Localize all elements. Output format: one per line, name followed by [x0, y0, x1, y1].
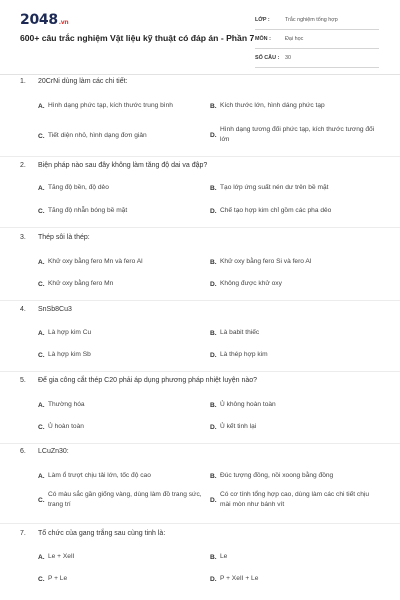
meta-value: Đại học [285, 36, 304, 42]
answer-option-b[interactable] [210, 257, 380, 267]
option-letter: B. [210, 472, 217, 480]
question-stem: Biện pháp nào sau đây không làm tăng độ dai va đập? [38, 162, 208, 169]
question-divider [0, 443, 400, 444]
option-letter: D. [210, 351, 217, 359]
option-text: Kích thước lớn, hình dáng phức tạp [220, 102, 325, 109]
answer-option-d[interactable] [210, 279, 380, 289]
option-text: Có màu sắc gần giống vàng, dùng làm đồ trang sức, trang trí [48, 491, 202, 508]
answer-option-c[interactable] [38, 422, 208, 432]
option-text: P + Le [48, 575, 68, 582]
answer-option-c[interactable] [38, 574, 208, 584]
answer-option-d[interactable] [210, 422, 380, 432]
answer-option-b[interactable] [210, 328, 380, 338]
question-number: 1. [20, 78, 26, 85]
answer-option-c[interactable] [38, 206, 208, 216]
answer-option-c[interactable] [38, 131, 208, 141]
question-text [20, 78, 127, 85]
option-letter: D. [210, 207, 217, 215]
option-letter: C. [38, 351, 45, 359]
option-text: Le [220, 553, 228, 560]
option-letter: A. [38, 258, 45, 266]
answer-option-c[interactable] [38, 490, 208, 510]
option-text: Là hợp kim Cu [48, 329, 92, 336]
option-letter: B. [210, 102, 217, 110]
answer-option-a[interactable] [38, 328, 208, 338]
answer-option-c[interactable] [38, 350, 208, 360]
question-divider [0, 227, 400, 228]
answer-option-a[interactable] [38, 400, 208, 410]
option-letter: D. [210, 280, 217, 288]
option-text: Làm ổ trượt chịu tải lớn, tốc độ cao [48, 472, 151, 479]
answer-option-b[interactable] [210, 471, 380, 481]
option-text: Tăng độ nhẵn bóng bề mặt [48, 207, 128, 214]
meta-value: 30 [285, 55, 291, 61]
option-letter: B. [210, 258, 217, 266]
question-text [20, 306, 72, 313]
meta-value: Trắc nghiệm tổng hợp [285, 17, 338, 23]
option-text: Đúc tượng đồng, nồi xoong bằng đồng [220, 472, 334, 479]
answer-option-a[interactable] [38, 552, 208, 562]
option-letter: B. [210, 553, 217, 561]
option-letter: B. [210, 184, 217, 192]
question-divider [0, 523, 400, 524]
option-letter: D. [210, 131, 217, 139]
option-letter: C. [38, 132, 45, 140]
question-number: 4. [20, 306, 26, 313]
answer-option-b[interactable] [210, 183, 380, 193]
question-divider [0, 371, 400, 372]
option-letter: C. [38, 207, 45, 215]
option-text: Hình dạng tương đối phức tạp, kích thước tương đối lớn [220, 126, 375, 143]
logo-tld: .vn [58, 19, 69, 26]
logo-text: 2048 [20, 12, 58, 28]
answer-option-a[interactable] [38, 183, 208, 193]
option-letter: B. [210, 401, 217, 409]
answer-option-d[interactable] [210, 350, 380, 360]
option-text: Ủ kết tinh lại [220, 423, 257, 430]
meta-key: LỚP : [255, 17, 270, 23]
answer-option-b[interactable] [210, 552, 380, 562]
option-letter: C. [38, 496, 45, 504]
option-text: Khử oxy bằng fero Si và fero Al [220, 258, 312, 265]
answer-option-a[interactable] [38, 471, 208, 481]
option-text: Là babit thiếc [220, 329, 260, 336]
option-letter: D. [210, 575, 217, 583]
question-text [20, 448, 69, 455]
question-stem: Tổ chức của gang trắng sau cùng tinh là: [38, 530, 166, 537]
meta-key: SỐ CÂU : [255, 55, 280, 61]
answer-option-a[interactable] [38, 257, 208, 267]
question-number: 6. [20, 448, 26, 455]
option-text: Hình dạng phức tạp, kích thước trung bình [48, 102, 173, 109]
question-stem: 20CrNi dùng làm các chi tiết: [38, 78, 128, 85]
answer-option-b[interactable] [210, 400, 380, 410]
header-divider [0, 74, 400, 75]
option-letter: A. [38, 553, 45, 561]
option-text: Khử oxy bằng fero Mn [48, 280, 114, 287]
site-logo[interactable] [20, 12, 68, 28]
option-text: Khử oxy bằng fero Mn và fero Al [48, 258, 143, 265]
meta-row-subject [255, 33, 379, 49]
option-letter: D. [210, 496, 217, 504]
document-meta [255, 14, 379, 71]
option-text: Tăng độ bền, độ dẻo [48, 184, 109, 191]
option-letter: C. [38, 575, 45, 583]
question-text [20, 377, 257, 384]
option-letter: C. [38, 423, 45, 431]
question-stem: Để gia công cắt thép C20 phải áp dụng phương pháp nhiệt luyện nào? [38, 377, 258, 384]
answer-option-d[interactable] [210, 490, 380, 510]
option-text: Có cơ tính tổng hợp cao, dùng làm các chi tiết chịu mài mòn như bánh vít [220, 491, 370, 508]
question-text [20, 530, 165, 537]
question-stem: SnSb8Cu3 [38, 306, 72, 313]
option-letter: C. [38, 280, 45, 288]
answer-option-d[interactable] [210, 206, 380, 216]
document-title: 600+ câu trắc nghiệm Vật liệu kỹ thuật có đáp án - Phần 7 [20, 33, 255, 43]
page-header [0, 0, 400, 72]
option-text: Le + XeII [48, 553, 75, 560]
question-divider [0, 156, 400, 157]
option-letter: A. [38, 184, 45, 192]
meta-row-count [255, 52, 379, 68]
option-text: Không được khử oxy [220, 280, 282, 287]
question-number: 2. [20, 162, 26, 169]
option-text: Là thép hợp kim [220, 351, 268, 358]
question-text [20, 162, 207, 169]
question-number: 5. [20, 377, 26, 384]
option-text: P + XeII + Le [220, 575, 259, 582]
answer-option-a[interactable] [38, 101, 208, 111]
question-number: 3. [20, 234, 26, 241]
option-letter: B. [210, 329, 217, 337]
question-divider [0, 300, 400, 301]
option-letter: A. [38, 472, 45, 480]
option-letter: A. [38, 329, 45, 337]
option-text: Thường hóa [48, 401, 85, 408]
answer-option-d[interactable] [210, 125, 380, 145]
option-text: Ủ không hoàn toàn [220, 401, 276, 408]
option-letter: A. [38, 401, 45, 409]
option-text: Tiết diện nhỏ, hình dạng đơn giản [48, 132, 147, 139]
option-letter: D. [210, 423, 217, 431]
question-stem: Thép sôi là thép: [38, 234, 90, 241]
question-text [20, 234, 90, 241]
option-letter: A. [38, 102, 45, 110]
question-number: 7. [20, 530, 26, 537]
option-text: Là hợp kim Sb [48, 351, 91, 358]
answer-option-d[interactable] [210, 574, 380, 584]
question-stem: LCuZn30: [38, 448, 69, 455]
meta-key: MÔN : [255, 36, 271, 42]
option-text: Chế tạo hợp kim chỉ gồm các pha dẻo [220, 207, 332, 214]
option-text: Ủ hoàn toàn [48, 423, 84, 430]
answer-option-b[interactable] [210, 101, 380, 111]
meta-row-class [255, 14, 379, 30]
answer-option-c[interactable] [38, 279, 208, 289]
option-text: Tạo lớp ứng suất nén dư trên bề mặt [220, 184, 329, 191]
